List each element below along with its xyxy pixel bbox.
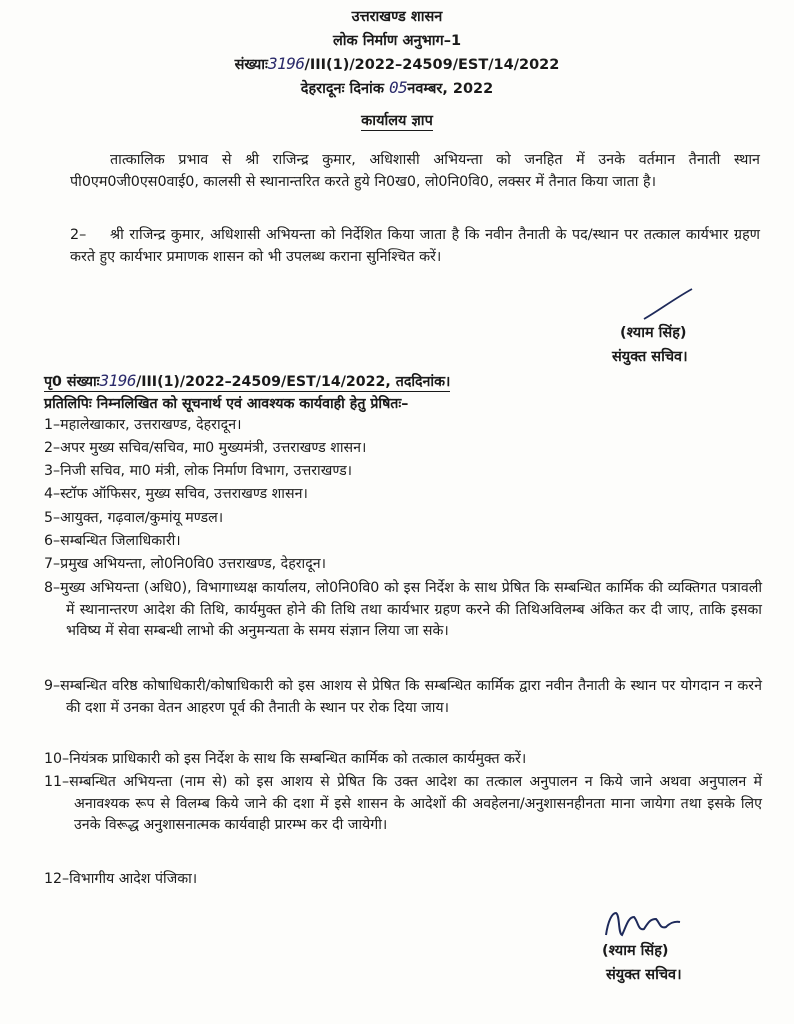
recipient-number: 3– [44, 463, 61, 479]
signature-mark-2 [600, 905, 690, 945]
recipient-item [44, 554, 762, 576]
reference-handwritten-number: 3196 [268, 54, 305, 73]
recipient-item [44, 438, 762, 460]
recipient-number: 11– [44, 774, 70, 790]
recipient-item [44, 578, 762, 643]
signatory-designation-1: संयुक्त सचिव। [612, 349, 688, 365]
recipient-number: 7– [44, 556, 61, 572]
recipient-number: 9– [44, 678, 61, 694]
recipient-item [44, 772, 762, 837]
recipient-number: 1– [44, 417, 61, 433]
recipient-text: नियंत्रक प्राधिकारी को इस निर्देश के साथ कि सम्बन्धित कार्मिक को तत्काल कार्यमुक्त करें। [69, 751, 527, 767]
recipient-text: प्रमुख अभियन्ता, लो0नि0वि0 उत्तराखण्ड, देहरादून। [60, 556, 326, 572]
recipient-number: 6– [44, 533, 61, 549]
signatory-name-1: (श्याम सिंह) [620, 325, 687, 341]
recipient-item [44, 749, 762, 771]
recipient-item [44, 484, 762, 506]
recipient-text: सम्बन्धित जिलाधिकारी। [60, 533, 181, 549]
endorsement-reference: पृ0 संख्याः3196/III(1)/2022–24509/EST/14/2022, तददिनांक। [44, 371, 451, 390]
recipient-text: सम्बन्धित वरिष्ठ कोषाधिकारी/कोषाधिकारी को इस आशय से प्रेषित कि सम्बन्धित कार्मिक द्वारा नवीन तैनाती के स्थान पर योगदान न करने की दशा में उनका वेतन आहरण पूर्व की तैनाती के स्थान पर रोक दिया जाय। [60, 678, 762, 716]
date-prefix: देहरादूनः दिनांक [300, 81, 384, 97]
date-handwritten-day: 05 [389, 78, 408, 97]
paragraph-2-number: 2– [70, 227, 87, 243]
recipient-number: 4– [44, 486, 61, 502]
recipient-item [44, 531, 762, 553]
recipient-item [44, 461, 762, 483]
signatory-designation-2: संयुक्त सचिव। [606, 967, 682, 983]
copy-to-line: प्रतिलिपिः निम्नलिखित को सूचनार्थ एवं आवश्यक कार्यवाही हेतु प्रेषितः– [44, 396, 409, 412]
recipient-number: 12– [44, 871, 70, 887]
recipient-item [44, 676, 762, 719]
recipient-number: 10– [44, 751, 70, 767]
signatory-name-2: (श्याम सिंह) [602, 943, 669, 959]
signature-mark-1 [640, 285, 700, 325]
date-line [0, 78, 794, 98]
recipient-number: 2– [44, 440, 61, 456]
recipient-item [44, 508, 762, 530]
recipient-text: विभागीय आदेश पंजिका। [69, 871, 198, 887]
recipient-text: अपर मुख्य सचिव/सचिव, मा0 मुख्यमंत्री, उत्तराखण्ड शासन। [60, 440, 367, 456]
endorsement-handwritten-number: 3196 [99, 371, 137, 390]
reference-number [0, 54, 794, 74]
recipient-item [44, 869, 762, 891]
recipient-text: मुख्य अभियन्ता (अधि0), विभागाध्यक्ष कार्यालय, लो0नि0वि0 को इस निर्देश के साथ प्रेषित कि सम्बन्धित कार्मिक की व्यक्तिगत पत्रावली में स्थानान्तरण आदेश की तिथि, कार्यमुक्त होने की तिथि तथा कार्यभार ग्रहण करने की तिथिअविलम्ब अंकित कर दी जाए, ताकि इसका भविष्य में सेवा सम्बन्धी लाभो की अनुमन्यता के समय संज्ञान लिया जा सके। [60, 580, 762, 639]
government-heading: उत्तराखण्ड शासन [351, 9, 443, 25]
order-paragraph-2: श्री राजिन्द्र कुमार, अधिशासी अभियन्ता को निर्देशित किया जाता है कि नवीन तैनाती के पद/स्थान पर तत्काल कार्यभार ग्रहण करते हुए कार्यभार प्रमाणक शासन को भी उपलब्ध कराना सुनिश्चित करें। [70, 227, 760, 265]
date-suffix: नवम्बर, 2022 [407, 81, 494, 97]
recipient-text: निजी सचिव, मा0 मंत्री, लोक निर्माण विभाग, उत्तराखण्ड। [60, 463, 353, 479]
recipient-text: स्टॉफ ऑफिसर, मुख्य सचिव, उत्तराखण्ड शासन। [60, 486, 308, 502]
recipient-item [44, 415, 762, 437]
recipient-number: 8– [44, 580, 61, 596]
recipient-text: आयुक्त, गढ़वाल/कुमांयू मण्डल। [60, 510, 224, 526]
recipient-text: महालेखाकार, उत्तराखण्ड, देहरादून। [60, 417, 242, 433]
recipient-number: 5– [44, 510, 61, 526]
reference-suffix: /III(1)/2022–24509/EST/14/2022 [304, 57, 560, 73]
office-memo-title: कार्यालय ज्ञाप [361, 113, 433, 129]
recipient-text: सम्बन्धित अभियन्ता (नाम से) को इस आशय से प्रेषित कि उक्त आदेश का तत्काल अनुपालन न किये जाने अथवा अनुपालन में अनावश्यक रूप से विलम्ब किये जाने की दशा में इसे शासन के आदेशों की अवहेलना/अनुशासनहीनता माना जायेगा तथा इसके लिए उनके विरूद्ध अनुशासनात्मक कार्यवाही प्रारम्भ कर दी जायेगी। [69, 774, 762, 833]
reference-prefix: संख्याः [234, 57, 268, 73]
order-paragraph-1: तात्कालिक प्रभाव से श्री राजिन्द्र कुमार, अधिशासी अभियन्ता को जनहित में उनके वर्तमान तैनाती स्थान पी0एम0जी0एस0वाई0, कालसी से स्थानान्तरित करते हुये नि0ख0, लो0नि0वि0, लक्सर में तैनात किया जाता है। [70, 152, 760, 190]
department-heading: लोक निर्माण अनुभाग–1 [332, 33, 462, 49]
